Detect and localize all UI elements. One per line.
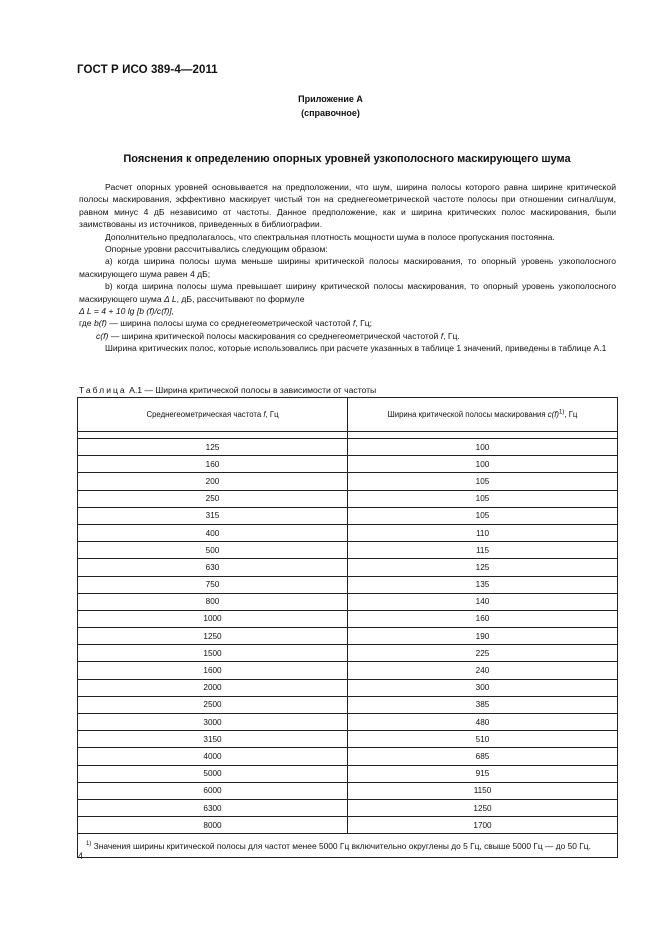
where-b-symbol: b(f) xyxy=(93,318,107,329)
table-row xyxy=(78,628,618,645)
where-c-end: , Гц. xyxy=(443,330,460,341)
where-c xyxy=(79,330,616,342)
table-row xyxy=(78,610,618,627)
bandwidth-cell: 1150 xyxy=(348,782,618,799)
bandwidth-cell: 915 xyxy=(348,765,618,782)
bandwidth-cell: 1250 xyxy=(348,799,618,816)
where-b-f: f xyxy=(352,318,356,329)
critical-bandwidth-table xyxy=(77,397,618,858)
bandwidth-cell: 240 xyxy=(348,662,618,679)
bandwidth-cell: 190 xyxy=(348,628,618,645)
frequency-cell: 500 xyxy=(78,542,348,559)
frequency-cell: 2000 xyxy=(78,679,348,696)
frequency-cell: 200 xyxy=(78,473,348,490)
frequency-cell: 8000 xyxy=(78,817,348,834)
table-row xyxy=(78,696,618,713)
list-item-b-text-end: , дБ, рассчитывают по формуле xyxy=(176,293,305,304)
formula-text: Δ L = 4 + 10 lg [b (f)/c(f)], xyxy=(79,306,175,317)
frequency-cell: 6300 xyxy=(78,799,348,816)
frequency-cell: 1000 xyxy=(78,610,348,627)
frequency-cell: 1600 xyxy=(78,662,348,679)
table-row xyxy=(78,817,618,834)
table-row xyxy=(78,559,618,576)
bandwidth-cell: 125 xyxy=(348,559,618,576)
bandwidth-cell: 100 xyxy=(348,439,618,456)
bandwidth-cell: 140 xyxy=(348,593,618,610)
delta-l-symbol: Δ L xyxy=(164,293,177,304)
bandwidth-cell: 385 xyxy=(348,696,618,713)
bandwidth-cell: 160 xyxy=(348,610,618,627)
table-row xyxy=(78,524,618,541)
paragraph-3: Опорные уровни рассчитывались следующим образом: xyxy=(105,244,328,255)
table-body xyxy=(78,432,618,834)
frequency-cell: 4000 xyxy=(78,748,348,765)
paragraph-4: Ширина критических полос, которые использовались при расчете указанных в таблице 1 значений, приведены в таблице А.1 xyxy=(105,343,607,354)
frequency-cell: 1250 xyxy=(78,628,348,645)
bandwidth-cell: 225 xyxy=(348,645,618,662)
bandwidth-cell: 105 xyxy=(348,507,618,524)
bandwidth-cell: 1700 xyxy=(348,817,618,834)
list-item-a: a) когда ширина полосы шума меньше ширины критической полосы маскирования, то опорный уровень узкополосного маскирующего шума равен 4 дБ; xyxy=(79,256,616,279)
bandwidth-cell: 105 xyxy=(348,490,618,507)
table-caption-text: А.1 — Ширина критической полосы в зависимости от частоты xyxy=(126,385,377,395)
table-footnote xyxy=(78,834,618,858)
footnote-mark: 1) xyxy=(86,841,92,848)
table-row xyxy=(78,490,618,507)
frequency-cell: 3150 xyxy=(78,731,348,748)
formula xyxy=(79,305,616,317)
footnote-text: Значения ширины критической полосы для частот менее 5000 Гц включительно округлены до 5 Гц, свыше 5000 Гц — до 50 Гц. xyxy=(91,841,591,852)
frequency-cell: 630 xyxy=(78,559,348,576)
frequency-cell: 5000 xyxy=(78,765,348,782)
table-row xyxy=(78,593,618,610)
column-header-frequency: Среднегеометрическая частота f, Гц xyxy=(78,398,348,432)
where-c-text: — ширина критической полосы маскирования со среднегеометрической частотой xyxy=(108,330,441,341)
document-id: ГОСТ Р ИСО 389-4—2011 xyxy=(77,64,218,76)
annex-title: Приложение А xyxy=(298,94,363,104)
frequency-cell: 2500 xyxy=(78,696,348,713)
table-row xyxy=(78,473,618,490)
table-row xyxy=(78,731,618,748)
frequency-cell: 400 xyxy=(78,524,348,541)
column-header-bandwidth: Ширина критической полосы маскирования $c(f)^{1)}$, Гц xyxy=(348,398,618,432)
annex-status: (справочное) xyxy=(301,108,360,118)
bandwidth-cell: 115 xyxy=(348,542,618,559)
where-b-end: , Гц; xyxy=(355,318,373,329)
table-row xyxy=(78,507,618,524)
bandwidth-cell: 480 xyxy=(348,714,618,731)
table-row xyxy=(78,542,618,559)
frequency-cell: 125 xyxy=(78,439,348,456)
where-b-pre: где xyxy=(79,318,94,329)
bandwidth-cell: 110 xyxy=(348,524,618,541)
bandwidth-cell: 685 xyxy=(348,748,618,765)
paragraph-2: Дополнительно предполагалось, что спектральная плотность мощности шума в полосе пропускания постоянна. xyxy=(105,231,555,242)
section-title: Пояснения к определению опорных уровней узкополосного маскирующего шума xyxy=(123,153,571,165)
body-text xyxy=(79,181,616,355)
frequency-cell: 315 xyxy=(78,507,348,524)
frequency-cell: 6000 xyxy=(78,782,348,799)
table-row xyxy=(78,714,618,731)
table-row xyxy=(78,645,618,662)
bandwidth-cell: 100 xyxy=(348,456,618,473)
frequency-cell: 750 xyxy=(78,576,348,593)
where-c-symbol: c(f) xyxy=(96,330,109,341)
table-caption-prefix: Таблица xyxy=(79,385,127,395)
bandwidth-cell: 510 xyxy=(348,731,618,748)
where-b xyxy=(79,317,616,329)
frequency-cell: 250 xyxy=(78,490,348,507)
table-row xyxy=(78,748,618,765)
list-item-b-text: b) когда ширина полосы шума превышает ширину критической полосы маскирования, то опорный уровень узкополосного маскирующего шума xyxy=(79,281,616,304)
table-row xyxy=(78,662,618,679)
where-c-f: f xyxy=(440,330,444,341)
bandwidth-cell: 105 xyxy=(348,473,618,490)
table-caption xyxy=(79,385,376,395)
table-row xyxy=(78,456,618,473)
table-row xyxy=(78,576,618,593)
frequency-cell: 800 xyxy=(78,593,348,610)
table-row xyxy=(78,765,618,782)
frequency-cell: 160 xyxy=(78,456,348,473)
paragraph-1: Расчет опорных уровней основывается на предположении, что шум, ширина полосы которого равна ширине критической полосы маскирования, эффективно маскирует чистый тон на среднегеометрической частоте полосы при отношении сигнал/шум, равном минус 4 дБ независимо от частоты. Данное предположение, как и ширина критических полос маскирования, были заимствованы из источников, приведенных в библиографии. xyxy=(79,182,616,230)
table-row xyxy=(78,439,618,456)
table-row xyxy=(78,782,618,799)
bandwidth-cell: 300 xyxy=(348,679,618,696)
where-b-text: — ширина полосы шума со среднегеометрической частотой xyxy=(106,318,353,329)
bandwidth-cell: 135 xyxy=(348,576,618,593)
frequency-cell: 3000 xyxy=(78,714,348,731)
frequency-cell: 1500 xyxy=(78,645,348,662)
page-number: 4 xyxy=(78,851,84,861)
table-row xyxy=(78,679,618,696)
list-item-b xyxy=(79,280,616,305)
table-row xyxy=(78,799,618,816)
